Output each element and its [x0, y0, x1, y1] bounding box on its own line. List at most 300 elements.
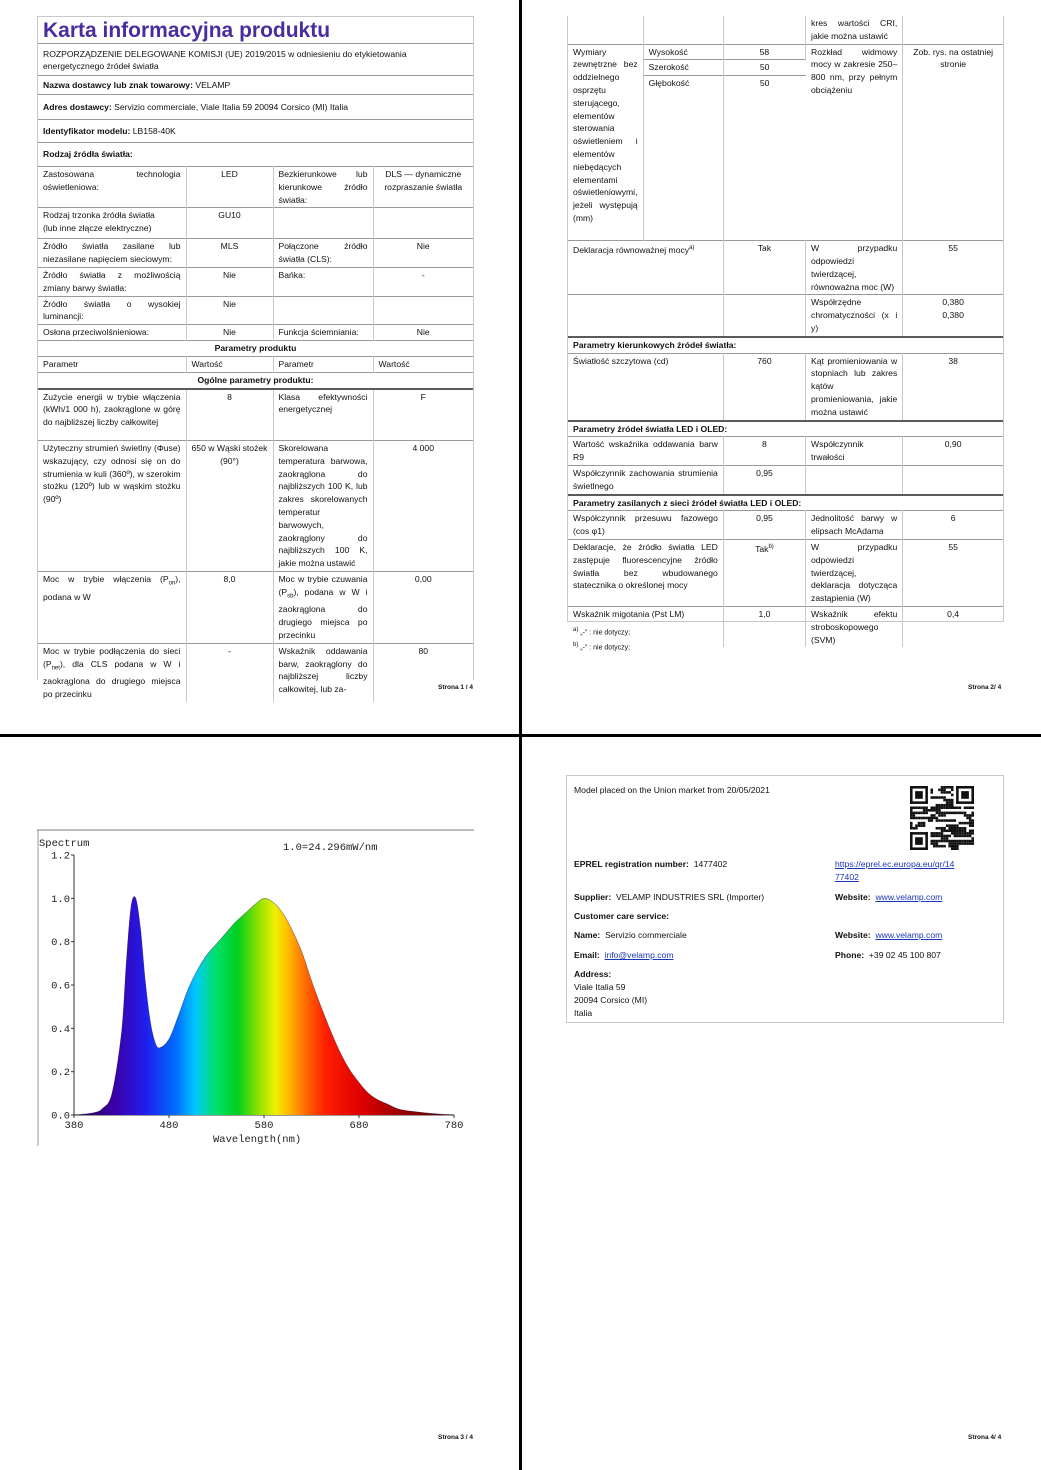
qr-module	[948, 819, 951, 822]
param-label: Funkcja ściemniania:	[273, 325, 373, 341]
param-label: Współczynnik trwałości	[806, 437, 903, 466]
param-label: Bezkierunkowe lub kierunkowe źródło światła:	[273, 167, 373, 208]
qr-module	[920, 824, 923, 827]
table-row	[568, 465, 1003, 494]
qr-module	[941, 791, 944, 794]
qr-module	[918, 806, 921, 809]
qr-module	[938, 835, 941, 838]
param-label: Bańka:	[273, 267, 373, 296]
param-label: Deklaracja równoważnej mocy$^{a)}$	[568, 241, 723, 295]
param-label	[806, 465, 903, 494]
param-value: 80	[373, 643, 473, 701]
param-value: 1,0	[723, 606, 805, 647]
y-tick-label: 0.0	[51, 1110, 70, 1123]
qr-finder	[971, 786, 974, 804]
qr-module	[928, 809, 931, 812]
qr-module	[936, 835, 939, 838]
dimension-name: Wysokość	[643, 44, 723, 60]
qr-module	[930, 835, 933, 838]
qr-module	[920, 817, 923, 820]
param-value: 38	[903, 353, 1003, 420]
qr-module	[910, 812, 913, 815]
param-value: 0,95	[723, 465, 805, 494]
qr-module	[943, 796, 946, 799]
qr-module	[913, 812, 916, 815]
qr-module	[910, 809, 913, 812]
qr-module	[920, 806, 923, 809]
param-value: Nie	[373, 239, 473, 268]
param-value: 0,95	[723, 511, 805, 540]
spectrum-area	[74, 897, 454, 1115]
qr-module	[943, 804, 946, 807]
qr-finder	[910, 786, 928, 789]
qr-module	[930, 832, 933, 835]
param-value: Tak$^{b)}$	[723, 539, 805, 606]
qr-module	[964, 806, 967, 809]
qr-module	[951, 827, 954, 830]
x-tick-label: 680	[349, 1120, 369, 1132]
y-tick-label: 0.6	[51, 980, 70, 993]
qr-module	[951, 840, 954, 843]
qr-module	[948, 824, 951, 827]
table-row	[568, 353, 1003, 420]
qr-module	[936, 804, 939, 807]
qr-module	[936, 817, 939, 820]
param-value: F	[373, 389, 473, 441]
qr-module	[966, 840, 969, 843]
footnote-mark: a)	[689, 245, 695, 252]
param-value: 0,00	[373, 572, 473, 644]
qr-module	[930, 842, 933, 845]
param-value: 0,90	[903, 437, 1003, 466]
qr-module	[956, 830, 959, 833]
qr-module	[951, 847, 954, 850]
y-tick-label: 0.8	[51, 937, 70, 950]
page-number: Strona 3 / 4	[438, 1434, 474, 1441]
qr-finder	[925, 832, 928, 850]
general-header: Ogólne parametry produktu:	[38, 372, 473, 388]
qr-module	[930, 806, 933, 809]
qr-module	[951, 845, 954, 848]
qr-module	[961, 840, 964, 843]
table-row	[568, 511, 1003, 540]
qr-module	[946, 819, 949, 822]
website-link-2[interactable]: www.velamp.com	[875, 930, 943, 940]
param-label: Źródło światła z możliwością zmiany barwy światła:	[38, 267, 186, 296]
qr-module	[961, 830, 964, 833]
qr-module	[964, 832, 967, 835]
qr-module	[913, 827, 916, 830]
table-row	[568, 16, 1003, 44]
qr-module	[938, 789, 941, 792]
qr-module	[925, 809, 928, 812]
page-number: Strona 4/ 4	[968, 1434, 1002, 1441]
page-title: Karta informacyjna produktu	[38, 17, 473, 44]
param-label: Współczynnik przesuwu fazowego (cos φ1)	[568, 511, 723, 540]
address-value: Servizio commerciale, Viale Italia 59 20094 Corsico (MI) Italia	[114, 102, 349, 112]
y-tick-label: 1.0	[51, 893, 70, 906]
source-type-row	[38, 143, 473, 166]
qr-module	[959, 832, 962, 835]
qr-module	[938, 804, 941, 807]
param-label: Współczynnik zachowania strumienia świetlnego	[568, 465, 723, 494]
qr-module	[971, 814, 974, 817]
qr-module	[918, 822, 921, 825]
qr-module	[928, 817, 931, 820]
qr-module	[943, 791, 946, 794]
qr-module	[969, 840, 972, 843]
param-cell	[568, 16, 643, 44]
qr-module	[954, 830, 957, 833]
qr-module	[971, 842, 974, 845]
qr-module	[951, 804, 954, 807]
table-row	[38, 325, 473, 341]
qr-module	[943, 827, 946, 830]
qr-module	[948, 842, 951, 845]
eprel-label: EPREL registration number:	[574, 859, 689, 869]
qr-module	[951, 830, 954, 833]
qr-module	[941, 840, 944, 843]
qr-module	[954, 824, 957, 827]
qr-module	[966, 814, 969, 817]
qr-module	[933, 835, 936, 838]
param-value: MLS	[186, 239, 273, 268]
param-label: Deklaracje, że źródło światła LED zastępuje fluorescencyjne źródło światła bez wbudowanego statecznika o określonej mocy	[568, 539, 723, 606]
column-header: Wartość	[186, 356, 273, 372]
table-row	[568, 295, 1003, 337]
qr-module	[943, 819, 946, 822]
qr-module	[941, 827, 944, 830]
table-row	[38, 267, 473, 296]
qr-module	[920, 822, 923, 825]
qr-module	[959, 835, 962, 838]
qr-module	[933, 814, 936, 817]
qr-module	[964, 827, 967, 830]
qr-module	[946, 801, 949, 804]
source-type-label: Rodzaj źródła światła:	[43, 149, 133, 159]
qr-module	[969, 824, 972, 827]
qr-module	[966, 822, 969, 825]
dimensions-row	[568, 44, 1003, 60]
website-link[interactable]: www.velamp.com	[875, 892, 943, 902]
column-header: Wartość	[373, 356, 473, 372]
y-tick-label: 1.2	[51, 850, 70, 863]
qr-module	[943, 814, 946, 817]
model-row	[38, 120, 473, 143]
param-value: 8	[723, 437, 805, 466]
qr-finder	[956, 786, 974, 789]
page-number: Strona 2/ 4	[968, 684, 1002, 691]
dimension-name: Szerokość	[643, 60, 723, 76]
y-tick-label: 0.4	[51, 1023, 70, 1036]
table-row	[38, 389, 473, 441]
qr-module	[928, 819, 931, 822]
qr-module	[966, 817, 969, 820]
qr-module	[923, 812, 926, 815]
param-label: W przypadku odpowiedzi twierdzącej, równoważna moc (W)	[806, 241, 903, 295]
address-block	[574, 968, 647, 1020]
qr-module	[954, 827, 957, 830]
qr-module	[951, 806, 954, 809]
qr-module	[936, 806, 939, 809]
eprel-row	[574, 858, 727, 871]
qr-module	[959, 827, 962, 830]
qr-module	[933, 842, 936, 845]
qr-module	[951, 794, 954, 797]
qr-module	[938, 840, 941, 843]
model-label: Identyfikator modelu:	[43, 126, 131, 136]
qr-module	[948, 845, 951, 848]
param-value	[903, 465, 1003, 494]
qr-module	[941, 806, 944, 809]
qr-module	[930, 814, 933, 817]
param-label: Klasa efektywności energetycznej	[273, 389, 373, 441]
qr-module	[933, 817, 936, 820]
qr-module	[936, 809, 939, 812]
qr-module	[959, 822, 962, 825]
qr-module	[946, 830, 949, 833]
qr-module	[951, 799, 954, 802]
model-value: LB158-40K	[132, 126, 176, 136]
qr-module	[910, 806, 913, 809]
qr-module	[961, 842, 964, 845]
qr-module	[961, 822, 964, 825]
qr-module	[941, 814, 944, 817]
chart-annotation: 1.0=24.296mW/nm	[283, 842, 378, 854]
qr-module	[959, 812, 962, 815]
param-value: 6	[903, 511, 1003, 540]
param-label: Źródło światła zasilane lub niezasilane napięciem sieciowym:	[38, 239, 186, 268]
qr-module	[948, 827, 951, 830]
qr-module	[966, 806, 969, 809]
parameters-table-continued	[568, 16, 1003, 647]
table-row	[568, 539, 1003, 606]
qr-module	[964, 842, 967, 845]
param-value: 55	[903, 539, 1003, 606]
qr-module	[959, 842, 962, 845]
qr-module	[938, 832, 941, 835]
qr-module	[933, 832, 936, 835]
qr-module	[956, 832, 959, 835]
address-row	[38, 95, 473, 120]
spectral-label: Rozkład widmowy mocy w zakresie 250–800 nm, przy pełnym obciążeniu	[806, 44, 903, 241]
param-label: Światłość szczytowa (cd)	[568, 353, 723, 420]
eprel-link-line-1: https://eprel.ec.europa.eu/qr/14	[835, 859, 955, 869]
qr-module	[969, 842, 972, 845]
qr-module	[954, 845, 957, 848]
qr-module	[946, 791, 949, 794]
param-label: Połączone źródło światła (CLS):	[273, 239, 373, 268]
email-label: Email:	[574, 950, 600, 960]
qr-finder	[910, 786, 913, 804]
section-title: Parametry kierunkowych źródeł światła:	[568, 337, 1003, 353]
qr-module	[923, 806, 926, 809]
section-header	[38, 372, 473, 388]
param-value: Tak	[723, 241, 805, 295]
qr-module	[923, 809, 926, 812]
qr-module	[964, 840, 967, 843]
param-value	[723, 295, 805, 337]
param-cell: kres wartości CRI, jakie można ustawić	[806, 16, 903, 44]
dimension-value: 50	[723, 76, 805, 241]
qr-module	[910, 824, 913, 827]
param-label	[568, 295, 723, 337]
qr-module	[910, 827, 913, 830]
qr-module	[951, 786, 954, 789]
qr-module	[933, 809, 936, 812]
qr-module	[951, 789, 954, 792]
qr-module	[915, 827, 918, 830]
footnote-mark: b)	[768, 543, 774, 550]
param-value: GU10	[186, 208, 273, 239]
param-value: Nie	[186, 267, 273, 296]
qr-module	[956, 845, 959, 848]
section-header	[568, 495, 1003, 511]
qr-module	[954, 812, 957, 815]
param-label: Skorelowana temperatura barwowa, zaokrąglona do najbliższych 100 K, lub zakres skorelowanych temperatur barwowych, zaokrąglony do najbliższych 100 K, jakie można ustawić	[273, 441, 373, 572]
source-type-table	[38, 166, 473, 702]
qr-module	[971, 824, 974, 827]
qr-module	[936, 819, 939, 822]
qr-module	[943, 837, 946, 840]
param-label: W przypadku odpowiedzi twierdzącej, deklaracja dotycząca zastąpienia (W)	[806, 539, 903, 606]
table-row	[568, 437, 1003, 466]
qr-module	[946, 837, 949, 840]
param-value: Nie	[186, 296, 273, 325]
qr-module	[946, 806, 949, 809]
spectrum-chart	[37, 828, 474, 1148]
qr-module	[915, 824, 918, 827]
qr-module	[936, 842, 939, 845]
qr-module	[941, 830, 944, 833]
qr-module	[941, 804, 944, 807]
param-label: Zastosowana technologia oświetleniowa:	[38, 167, 186, 208]
dimension-value: 58	[723, 44, 805, 60]
email-row	[574, 949, 673, 962]
eprel-link[interactable]	[835, 858, 985, 884]
qr-module	[956, 847, 959, 850]
qr-module	[925, 806, 928, 809]
phone-row	[835, 949, 941, 962]
param-value: -	[373, 267, 473, 296]
email-link[interactable]: info@velamp.com	[604, 950, 674, 960]
qr-module	[923, 817, 926, 820]
param-value	[373, 208, 473, 239]
qr-module	[938, 809, 941, 812]
section-title: Parametry zasilanych z sieci źródeł światła LED i OLED:	[568, 495, 1003, 511]
qr-module	[966, 842, 969, 845]
qr-module	[913, 806, 916, 809]
qr-module	[930, 791, 933, 794]
qr-finder	[915, 837, 923, 845]
qr-finder	[910, 832, 913, 850]
qr-module	[964, 812, 967, 815]
qr-module	[956, 812, 959, 815]
param-value: 8	[186, 389, 273, 441]
param-value: Nie	[373, 325, 473, 341]
qr-module	[941, 796, 944, 799]
param-label: Wskaźnik migotania (Pst LM)	[568, 606, 723, 647]
qr-module	[971, 840, 974, 843]
table-row	[568, 241, 1003, 295]
table-row	[38, 441, 473, 572]
qr-module	[948, 801, 951, 804]
param-label: Moc w trybie czuwania $(P_{sb})$, podana w W i zaokrąglona do drugiego miejsca po przecinku	[273, 572, 373, 644]
qr-module	[946, 799, 949, 802]
phone-value: +39 02 45 100 807	[868, 950, 941, 960]
qr-module	[971, 806, 974, 809]
qr-module	[956, 840, 959, 843]
qr-module	[971, 832, 974, 835]
dimension-value: 50	[723, 60, 805, 76]
column-header-row	[38, 356, 473, 372]
footnote-a: $^{a)}$ „-” : nie dotyczy;	[573, 627, 631, 637]
qr-code-image[interactable]	[910, 786, 974, 850]
qr-module	[956, 824, 959, 827]
supplier-value: VELAMP	[195, 80, 231, 90]
qr-module	[941, 789, 944, 792]
chart-title: Spectrum	[39, 838, 90, 850]
qr-module	[956, 827, 959, 830]
qr-module	[969, 819, 972, 822]
qr-module	[946, 824, 949, 827]
qr-finder	[961, 791, 969, 799]
name-row	[574, 929, 687, 942]
qr-module	[930, 796, 933, 799]
qr-module	[946, 786, 949, 789]
x-tick-label: 780	[444, 1120, 464, 1132]
qr-module	[971, 830, 974, 833]
qr-module	[936, 840, 939, 843]
qr-module	[938, 845, 941, 848]
qr-module	[938, 819, 941, 822]
qr-module	[933, 806, 936, 809]
qr-module	[961, 835, 964, 838]
qr-module	[954, 832, 957, 835]
qr-module	[910, 822, 913, 825]
param-label	[273, 208, 373, 239]
qr-module	[951, 824, 954, 827]
column-header: Parametr	[273, 356, 373, 372]
spectral-value: Zob. rys. na ostatniej stronie	[903, 44, 1003, 241]
qr-module	[969, 835, 972, 838]
page-number: Strona 1 / 4	[438, 684, 474, 691]
qr-module	[954, 806, 957, 809]
address-label: Adres dostawcy:	[43, 102, 112, 112]
qr-module	[943, 789, 946, 792]
phone-label: Phone:	[835, 950, 865, 960]
supplier-row	[38, 76, 473, 95]
qr-module	[936, 796, 939, 799]
qr-module	[933, 845, 936, 848]
table-row	[38, 572, 473, 644]
qr-module	[913, 814, 916, 817]
qr-module	[946, 812, 949, 815]
section-header	[38, 341, 473, 357]
qr-module	[941, 837, 944, 840]
qr-module	[969, 822, 972, 825]
address-label: Address:	[574, 969, 612, 979]
qr-module	[936, 832, 939, 835]
qr-module	[930, 789, 933, 792]
qr-module	[918, 812, 921, 815]
website-label-2: Website:	[835, 930, 871, 940]
qr-module	[915, 817, 918, 820]
qr-module	[938, 806, 941, 809]
qr-module	[948, 799, 951, 802]
qr-module	[971, 822, 974, 825]
param-label: Moc w trybie włączenia $(P_{on})$, podana w W	[38, 572, 186, 644]
